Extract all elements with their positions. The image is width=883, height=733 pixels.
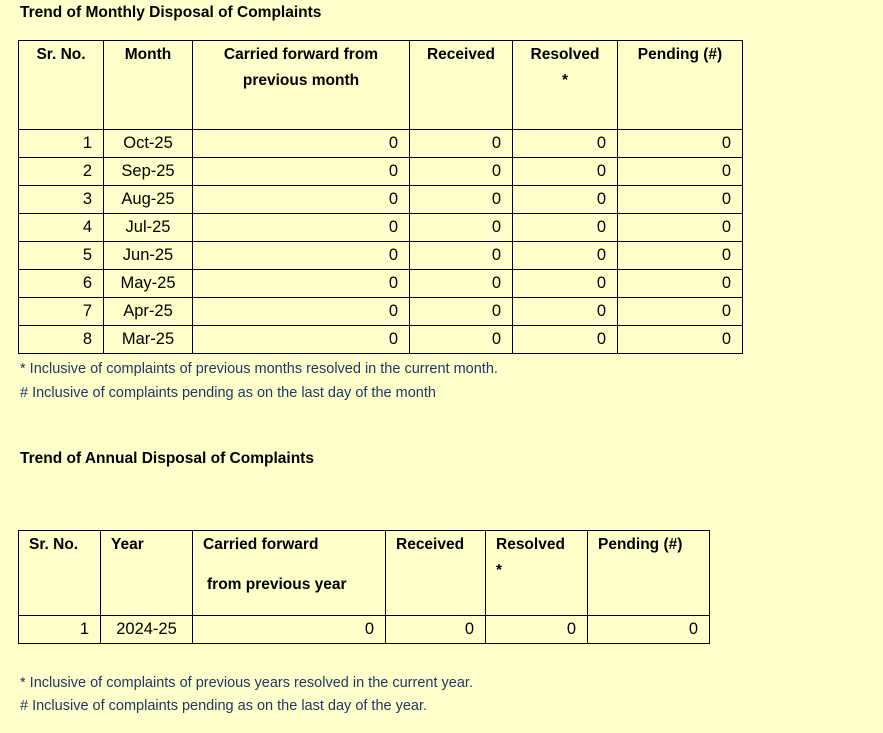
table-row	[19, 298, 743, 326]
header-label: Year	[111, 536, 144, 553]
resolved-cell: 0	[513, 242, 618, 270]
pending-cell: 0	[618, 326, 743, 354]
sr-no-cell: 3	[19, 186, 104, 214]
carried-forward-cell: 0	[193, 158, 410, 186]
monthly-footnotes	[20, 357, 883, 405]
received-cell: 0	[410, 326, 513, 354]
resolved-cell: 0	[513, 326, 618, 354]
annual-footnotes	[20, 672, 883, 718]
period-cell: Jul-25	[104, 214, 193, 242]
resolved-cell: 0	[513, 158, 618, 186]
annual-header-resolved	[486, 531, 588, 616]
pending-cell: 0	[618, 270, 743, 298]
table-row	[19, 616, 710, 644]
annual-header-pending	[588, 531, 710, 616]
resolved-asterisk-note: *	[561, 72, 569, 89]
annual-footnote-resolved: * Inclusive of complaints of previous years resolved in the current year.	[20, 675, 473, 691]
received-cell: 0	[410, 158, 513, 186]
carried-forward-cell: 0	[193, 616, 386, 644]
sr-no-cell: 2	[19, 158, 104, 186]
pending-cell: 0	[588, 616, 710, 644]
header-label: Resolved	[496, 536, 565, 553]
period-cell: May-25	[104, 270, 193, 298]
annual-header-sr-no	[19, 531, 101, 616]
sr-no-cell: 1	[19, 616, 101, 644]
annual-table-body	[19, 616, 710, 644]
pending-cell: 0	[618, 186, 743, 214]
header-label: Sr. No.	[29, 536, 79, 553]
resolved-cell: 0	[513, 214, 618, 242]
annual-header-received	[386, 531, 486, 616]
period-cell: Mar-25	[104, 326, 193, 354]
sr-no-cell: 8	[19, 326, 104, 354]
received-cell: 0	[386, 616, 486, 644]
header-label: Received	[396, 536, 465, 553]
table-row	[19, 326, 743, 354]
carried-forward-cell: 0	[193, 242, 410, 270]
resolved-cell: 0	[486, 616, 588, 644]
header-label: Carried forward from previous month	[223, 46, 379, 89]
monthly-header-sr-no	[19, 41, 104, 130]
resolved-cell: 0	[513, 270, 618, 298]
header-label: Pending (#)	[598, 536, 683, 553]
header-label: Carried forward	[203, 536, 319, 553]
annual-disposal-section	[18, 449, 883, 718]
resolved-cell: 0	[513, 186, 618, 214]
sr-no-cell: 4	[19, 214, 104, 242]
carried-forward-subline: from previous year	[207, 576, 347, 593]
sr-no-cell: 1	[19, 130, 104, 158]
sr-no-cell: 6	[19, 270, 104, 298]
resolved-cell: 0	[513, 298, 618, 326]
header-label: Pending (#)	[637, 46, 723, 63]
monthly-table-body	[19, 130, 743, 354]
pending-cell: 0	[618, 242, 743, 270]
carried-forward-cell: 0	[193, 130, 410, 158]
received-cell: 0	[410, 270, 513, 298]
table-row	[19, 242, 743, 270]
annual-disposal-table	[18, 530, 710, 644]
table-row	[19, 186, 743, 214]
received-cell: 0	[410, 298, 513, 326]
pending-cell: 0	[618, 214, 743, 242]
table-row	[19, 158, 743, 186]
annual-header-row	[19, 531, 710, 616]
sr-no-cell: 7	[19, 298, 104, 326]
annual-footnote-pending: # Inclusive of complaints pending as on the last day of the year.	[20, 698, 428, 714]
monthly-header-row	[19, 41, 743, 130]
monthly-header-pending	[618, 41, 743, 130]
header-label: Month	[124, 46, 172, 63]
monthly-footnote-pending: # Inclusive of complaints pending as on the last day of the month	[20, 385, 436, 401]
pending-cell: 0	[618, 298, 743, 326]
monthly-header-carried-forward	[193, 41, 410, 130]
monthly-footnote-resolved: * Inclusive of complaints of previous months resolved in the current month.	[20, 361, 498, 377]
carried-forward-cell: 0	[193, 214, 410, 242]
sr-no-cell: 5	[19, 242, 104, 270]
header-label: Resolved	[530, 46, 600, 63]
received-cell: 0	[410, 242, 513, 270]
table-row	[19, 214, 743, 242]
resolved-asterisk-note: *	[496, 562, 503, 579]
pending-cell: 0	[618, 158, 743, 186]
period-cell: Oct-25	[104, 130, 193, 158]
carried-forward-cell: 0	[193, 326, 410, 354]
received-cell: 0	[410, 186, 513, 214]
monthly-section-title: Trend of Monthly Disposal of Complaints	[20, 4, 322, 21]
table-row	[19, 270, 743, 298]
monthly-header-resolved	[513, 41, 618, 130]
period-cell: Apr-25	[104, 298, 193, 326]
resolved-cell: 0	[513, 130, 618, 158]
carried-forward-cell: 0	[193, 270, 410, 298]
monthly-header-month	[104, 41, 193, 130]
period-cell: 2024-25	[101, 616, 193, 644]
period-cell: Jun-25	[104, 242, 193, 270]
carried-forward-cell: 0	[193, 298, 410, 326]
period-cell: Aug-25	[104, 186, 193, 214]
annual-header-carried-forward	[193, 531, 386, 616]
annual-section-title: Trend of Annual Disposal of Complaints	[20, 450, 314, 467]
pending-cell: 0	[618, 130, 743, 158]
header-label: Sr. No.	[36, 46, 86, 63]
annual-header-year	[101, 531, 193, 616]
monthly-disposal-table	[18, 40, 743, 354]
received-cell: 0	[410, 214, 513, 242]
monthly-header-received	[410, 41, 513, 130]
header-label: Received	[426, 46, 496, 63]
carried-forward-cell: 0	[193, 186, 410, 214]
monthly-disposal-section	[18, 3, 883, 405]
table-row	[19, 130, 743, 158]
period-cell: Sep-25	[104, 158, 193, 186]
received-cell: 0	[410, 130, 513, 158]
